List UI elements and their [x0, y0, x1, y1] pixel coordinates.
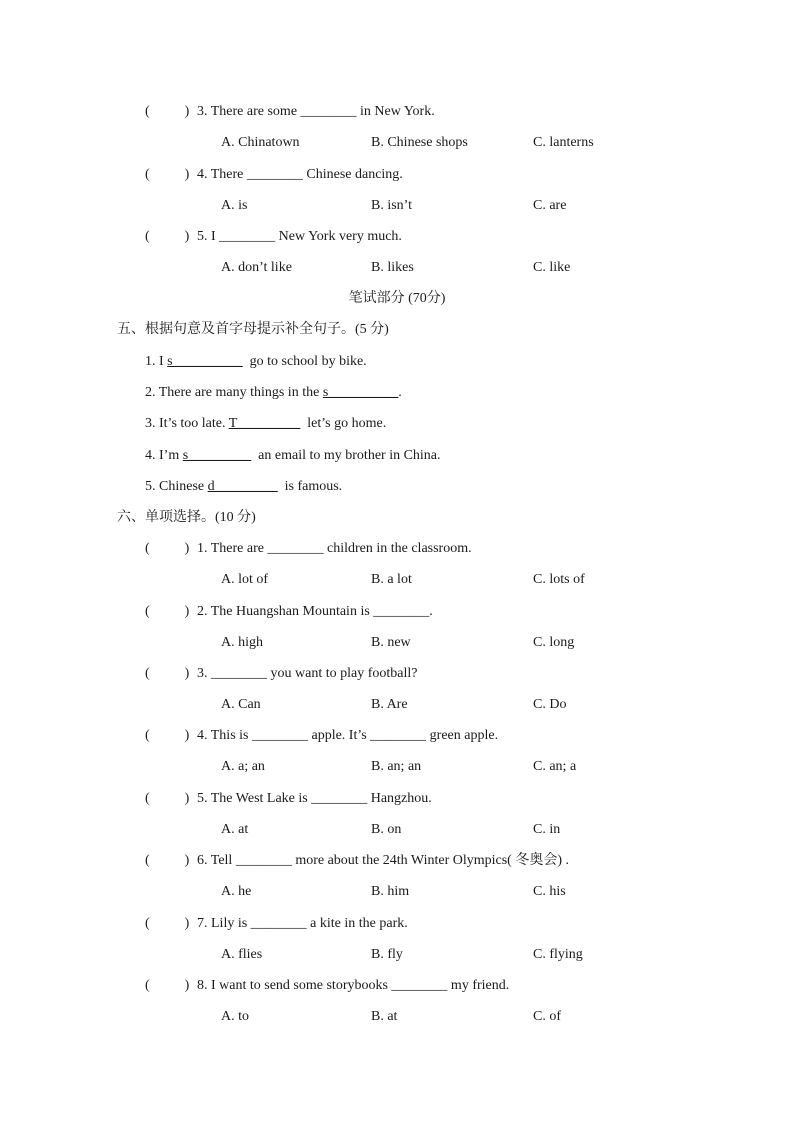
- item-suffix: go to school by bike.: [242, 354, 367, 369]
- item-prefix: 5. Chinese: [145, 479, 208, 494]
- answer-blank-parentheses[interactable]: ( ): [145, 104, 190, 119]
- question-stem: 7. Lily is ________ a kite in the park.: [197, 916, 408, 931]
- option-b: B. Chinese shops: [371, 135, 468, 150]
- fill-in-item: [145, 384, 402, 402]
- answer-blank[interactable]: s__________: [322, 385, 399, 400]
- option-b: B. a lot: [371, 572, 412, 587]
- option-a: A. Chinatown: [221, 135, 300, 150]
- option-a: A. high: [221, 635, 263, 650]
- answer-blank-parentheses[interactable]: ( ): [145, 604, 190, 619]
- option-b: B. at: [371, 1009, 398, 1024]
- item-suffix: is famous.: [277, 479, 343, 494]
- section-5-title: 五、根据句意及首字母提示补全句子。(5 分): [117, 322, 389, 337]
- answer-blank-parentheses[interactable]: ( ): [145, 916, 190, 931]
- item-prefix: 4. I’m: [145, 448, 183, 463]
- answer-blank-parentheses[interactable]: ( ): [145, 853, 190, 868]
- question-stem: 4. There ________ Chinese dancing.: [197, 167, 403, 182]
- answer-blank-parentheses[interactable]: ( ): [145, 728, 190, 743]
- question-stem: 6. Tell ________ more about the 24th Winter Olympics( 冬奥会) .: [197, 853, 569, 868]
- answer-blank-parentheses[interactable]: ( ): [145, 978, 190, 993]
- option-b: B. new: [371, 635, 411, 650]
- answer-blank-parentheses[interactable]: ( ): [145, 229, 190, 244]
- item-suffix: .: [398, 385, 402, 400]
- item-prefix: 2. There are many things in the: [145, 385, 323, 400]
- option-c: C. his: [533, 884, 566, 899]
- option-b: B. isn’t: [371, 198, 412, 213]
- question-stem: 4. This is ________ apple. It’s ________ green apple.: [197, 728, 499, 743]
- question-stem: 3. There are some ________ in New York.: [197, 104, 435, 119]
- answer-blank-parentheses[interactable]: ( ): [145, 541, 190, 556]
- answer-blank-parentheses[interactable]: ( ): [145, 167, 190, 182]
- section-6-title: 六、单项选择。(10 分): [117, 510, 256, 525]
- option-c: C. an; a: [533, 759, 577, 774]
- option-b: B. on: [371, 822, 402, 837]
- question-stem: 3. ________ you want to play football?: [197, 666, 418, 681]
- option-b: B. fly: [371, 947, 403, 962]
- question-stem: 5. The West Lake is ________ Hangzhou.: [197, 791, 432, 806]
- option-a: A. flies: [221, 947, 263, 962]
- answer-blank-parentheses[interactable]: ( ): [145, 791, 190, 806]
- item-prefix: 3. It’s too late.: [145, 416, 229, 431]
- item-suffix: let’s go home.: [300, 416, 387, 431]
- question-stem: 2. The Huangshan Mountain is ________.: [197, 604, 433, 619]
- option-a: A. don’t like: [221, 260, 292, 275]
- option-b: B. likes: [371, 260, 414, 275]
- option-a: A. Can: [221, 697, 261, 712]
- option-c: C. lanterns: [533, 135, 594, 150]
- option-c: C. lots of: [533, 572, 585, 587]
- fill-in-item: [145, 353, 367, 371]
- item-prefix: 1. I: [145, 354, 168, 369]
- fill-in-item: [145, 447, 441, 465]
- answer-blank[interactable]: s_________: [182, 448, 252, 463]
- option-c: C. like: [533, 260, 571, 275]
- option-c: C. are: [533, 198, 567, 213]
- option-c: C. Do: [533, 697, 567, 712]
- option-c: C. of: [533, 1009, 561, 1024]
- option-a: A. at: [221, 822, 249, 837]
- option-b: B. him: [371, 884, 410, 899]
- option-a: A. is: [221, 198, 248, 213]
- written-part-title: 笔试部分 (70分): [348, 291, 446, 306]
- answer-blank[interactable]: T_________: [228, 416, 301, 431]
- answer-blank[interactable]: s__________: [167, 354, 243, 369]
- option-c: C. long: [533, 635, 575, 650]
- answer-blank-parentheses[interactable]: ( ): [145, 666, 190, 681]
- question-stem: 1. There are ________ children in the classroom.: [197, 541, 472, 556]
- option-c: C. flying: [533, 947, 583, 962]
- option-a: A. a; an: [221, 759, 265, 774]
- answer-blank[interactable]: d_________: [207, 479, 278, 494]
- option-a: A. he: [221, 884, 252, 899]
- option-a: A. lot of: [221, 572, 269, 587]
- fill-in-item: [145, 478, 342, 496]
- fill-in-item: [145, 415, 386, 433]
- question-stem: 5. I ________ New York very much.: [197, 229, 402, 244]
- item-suffix: an email to my brother in China.: [251, 448, 441, 463]
- question-stem: 8. I want to send some storybooks ________ my friend.: [197, 978, 510, 993]
- option-c: C. in: [533, 822, 561, 837]
- option-b: B. Are: [371, 697, 408, 712]
- option-a: A. to: [221, 1009, 249, 1024]
- option-b: B. an; an: [371, 759, 422, 774]
